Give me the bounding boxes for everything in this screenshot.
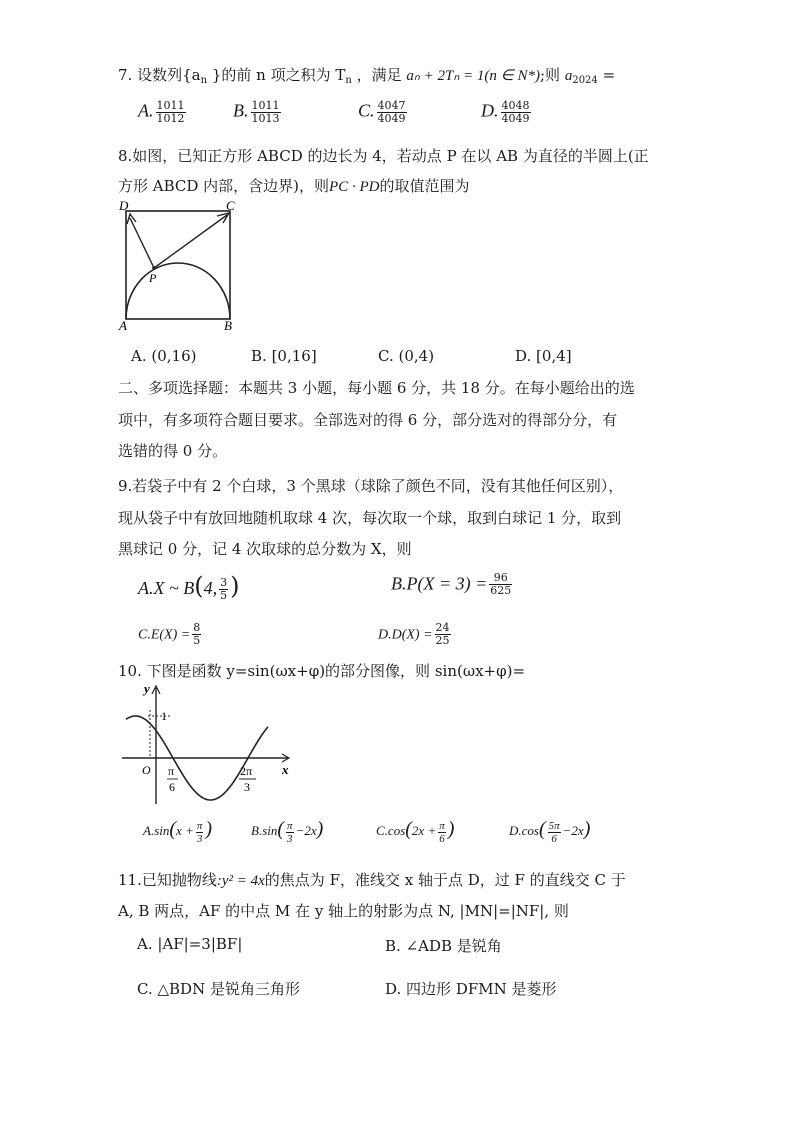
q7-option-d[interactable]: D. $\frac{4048}{4049}$ [481, 99, 530, 125]
q9-option-a[interactable]: A.X ~ B(4, $\frac{3}{5}$ ) [138, 572, 240, 602]
vector-pc [154, 215, 227, 268]
point-p [152, 266, 156, 270]
q9-line-3: 黑球记 0 分，记 4 次取球的总分数为 X，则 [118, 540, 412, 558]
label-c: C [226, 198, 235, 213]
label-origin: O [142, 763, 151, 777]
sine-graph-figure [112, 680, 297, 806]
q8-option-a[interactable]: A. (0,16) [131, 347, 197, 365]
q10-option-d[interactable]: D.cos( $\frac{5\pi}{6}$ −2x) [509, 818, 591, 845]
q8-option-c[interactable]: C. (0,4) [378, 347, 435, 365]
q7-option-a[interactable]: A. $\frac{1011}{1012}$ [138, 99, 185, 125]
label-p: P [149, 271, 157, 285]
q8-line-1: 8.如图，已知正方形 ABCD 的边长为 4，若动点 P 在以 AB 为直径的半圆上(正 [118, 147, 649, 165]
q11-option-b[interactable]: B. ∠ADB 是锐角 [385, 937, 502, 955]
vector-pd [130, 218, 154, 268]
q11-option-c[interactable]: C. △BDN 是锐角三角形 [137, 980, 300, 998]
q7-option-b[interactable]: B. $\frac{1011}{1013}$ [233, 99, 280, 125]
label-a: A [119, 318, 127, 333]
label-three: 3 [244, 780, 250, 794]
q9-option-c[interactable]: C.E(X) = $\frac{8}{5}$ [138, 621, 201, 647]
label-six: 6 [169, 780, 175, 794]
label-y: y [144, 681, 150, 696]
q10-option-b[interactable]: B.sin( $\frac{\pi}{3}$ −2x) [251, 818, 324, 845]
q8-option-b[interactable]: B. [0,16] [251, 347, 317, 365]
square-semicircle-figure [116, 198, 246, 336]
q9-option-d[interactable]: D.D(X) = $\frac{24}{25}$ [378, 621, 450, 647]
q9-option-b[interactable]: B.P(X = 3) = $\frac{96}{625}$ [391, 571, 512, 597]
q9-line-2: 现从袋子中有放回地随机取球 4 次，每次取一个球，取到白球记 1 分，取到 [118, 509, 622, 527]
q7-stem: 7. 设数列{$a_n$ }的前 n 项之积为 $T_n$ ，满足 aₙ + 2Tₙ = 1(n ∈ N*);则 $a_{2024}$ = [118, 66, 616, 86]
section2-line-1: 二、多项选择题：本题共 3 小题，每小题 6 分，共 18 分。在每小题给出的选 [118, 379, 635, 397]
label-pi: π [168, 764, 175, 778]
label-one: 1 [161, 709, 167, 723]
label-d: D [119, 198, 129, 213]
q8-line-2: 方形 ABCD 内部，含边界)，则PC · PD的取值范围为 [118, 177, 470, 195]
section2-line-3: 选错的得 0 分。 [118, 442, 228, 460]
section2-line-2: 项中，有多项符合题目要求。全部选对的得 6 分，部分选对的得部分分，有 [118, 411, 618, 429]
q10-option-c[interactable]: C.cos(2x + $\frac{\pi}{6}$ ) [376, 818, 455, 845]
label-x: x [282, 762, 289, 777]
q7-option-c[interactable]: C. $\frac{4047}{4049}$ [358, 99, 406, 125]
q8-option-d[interactable]: D. [0,4] [515, 347, 572, 365]
q10-line-1: 10. 下图是函数 y=sin(ωx+φ)的部分图像，则 sin(ωx+φ)= [118, 662, 526, 680]
q9-line-1: 9.若袋子中有 2 个白球，3 个黑球（球除了颜色不同，没有其他任何区别）， [118, 477, 624, 495]
q11-line-1: 11.已知抛物线:y² = 4x的焦点为 F，准线交 x 轴于点 D，过 F 的直线交 C 于 [118, 871, 626, 889]
q10-option-a[interactable]: A.sin(x + $\frac{\pi}{3}$ ) [143, 818, 213, 845]
square-abcd [126, 211, 230, 319]
q11-option-d[interactable]: D. 四边形 DFMN 是菱形 [385, 980, 557, 998]
q11-option-a[interactable]: A. |AF|=3|BF| [137, 935, 243, 953]
semicircle-ab [126, 263, 230, 319]
q11-line-2: A, B 两点，AF 的中点 M 在 y 轴上的射影为点 N, |MN|=|NF|, 则 [118, 902, 569, 920]
label-two-pi: 2π [240, 764, 253, 778]
label-b: B [224, 318, 232, 333]
